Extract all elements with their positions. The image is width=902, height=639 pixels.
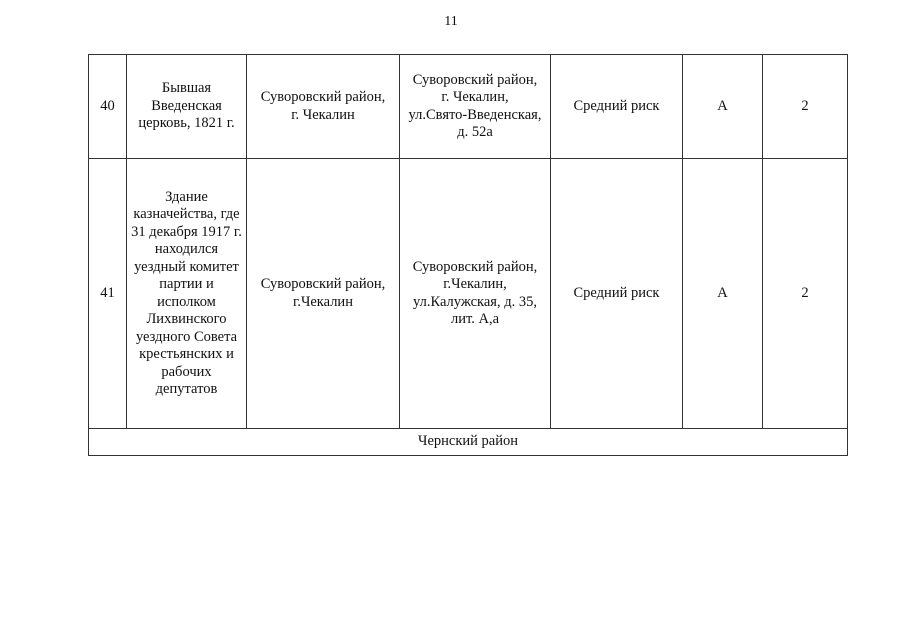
object-name-cell: Бывшая Введенская церковь, 1821 г. bbox=[127, 55, 247, 159]
page-number: 11 bbox=[444, 14, 458, 29]
row-number-cell: 40 bbox=[89, 55, 127, 159]
table-row bbox=[89, 55, 848, 159]
table-row bbox=[89, 159, 848, 429]
object-name-cell: Здание казначейства, где 31 декабря 1917 г. находился уездный комитет партии и исполком Лихвинского уездного Совета крестьянских и рабочих депутатов bbox=[127, 159, 247, 429]
class-cell: 2 bbox=[763, 159, 848, 429]
category-cell: А bbox=[683, 55, 763, 159]
objects-table bbox=[88, 54, 848, 456]
district-cell: Суворовский район, г. Чекалин bbox=[247, 55, 400, 159]
address-cell: Суворовский район, г. Чекалин, ул.Свято-Введенская, д. 52а bbox=[400, 55, 551, 159]
section-row bbox=[89, 429, 848, 456]
risk-cell: Средний риск bbox=[551, 159, 683, 429]
class-cell: 2 bbox=[763, 55, 848, 159]
category-cell: А bbox=[683, 159, 763, 429]
risk-cell: Средний риск bbox=[551, 55, 683, 159]
section-title: Чернский район bbox=[89, 429, 848, 456]
row-number-cell: 41 bbox=[89, 159, 127, 429]
address-cell: Суворовский район, г.Чекалин, ул.Калужская, д. 35, лит. А,а bbox=[400, 159, 551, 429]
district-cell: Суворовский район, г.Чекалин bbox=[247, 159, 400, 429]
